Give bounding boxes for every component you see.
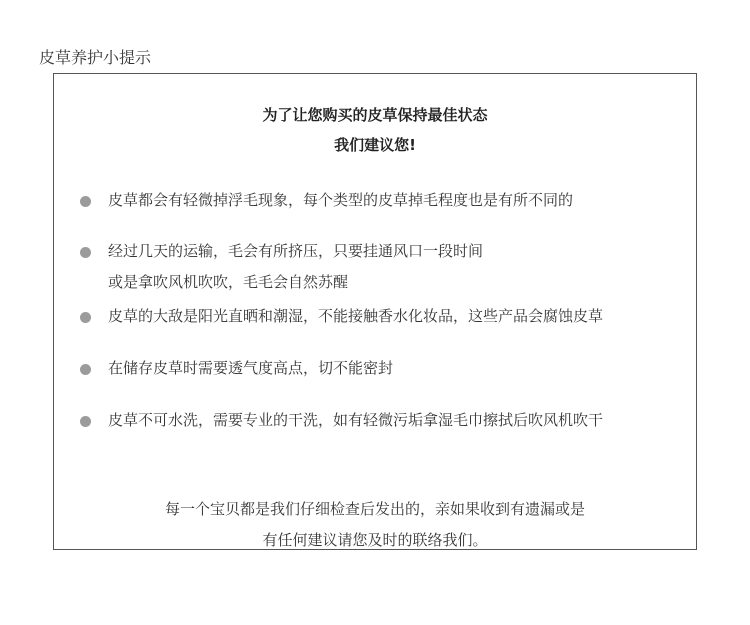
bullet-icon [80,196,91,207]
footer-note-line-2: 有任何建议请您及时的联络我们。 [262,531,488,549]
tip-text: 皮草不可水洗，需要专业的干洗，如有轻微污垢拿湿毛巾擦拭后吹风机吹干 [108,411,604,429]
tip-text: 皮草的大敌是阳光直晒和潮湿，不能接触香水化妆品，这些产品会腐蚀皮草 [108,307,604,325]
section-title: 皮草养护小提示 [39,48,152,67]
tip-text: 皮草都会有轻微掉浮毛现象，每个类型的皮草掉毛程度也是有所不同的 [108,191,574,209]
bullet-icon [80,364,91,375]
card-subheadline: 我们建议您! [334,136,416,154]
bullet-icon [80,416,91,427]
footer-note-line-1: 每一个宝贝都是我们仔细检查后发出的，亲如果收到有遗漏或是 [164,500,585,518]
bullet-icon [80,312,91,323]
care-tips-card [53,73,697,550]
tip-text: 在储存皮草时需要透气度高点，切不能密封 [108,359,394,377]
tip-text: 经过几天的运输，毛会有所挤压，只要挂通风口一段时间 [108,242,484,260]
tip-text: 或是拿吹风机吹吹，毛毛会自然苏醒 [108,273,349,291]
bullet-icon [80,247,91,258]
card-headline: 为了让您购买的皮草保持最佳状态 [262,106,488,124]
